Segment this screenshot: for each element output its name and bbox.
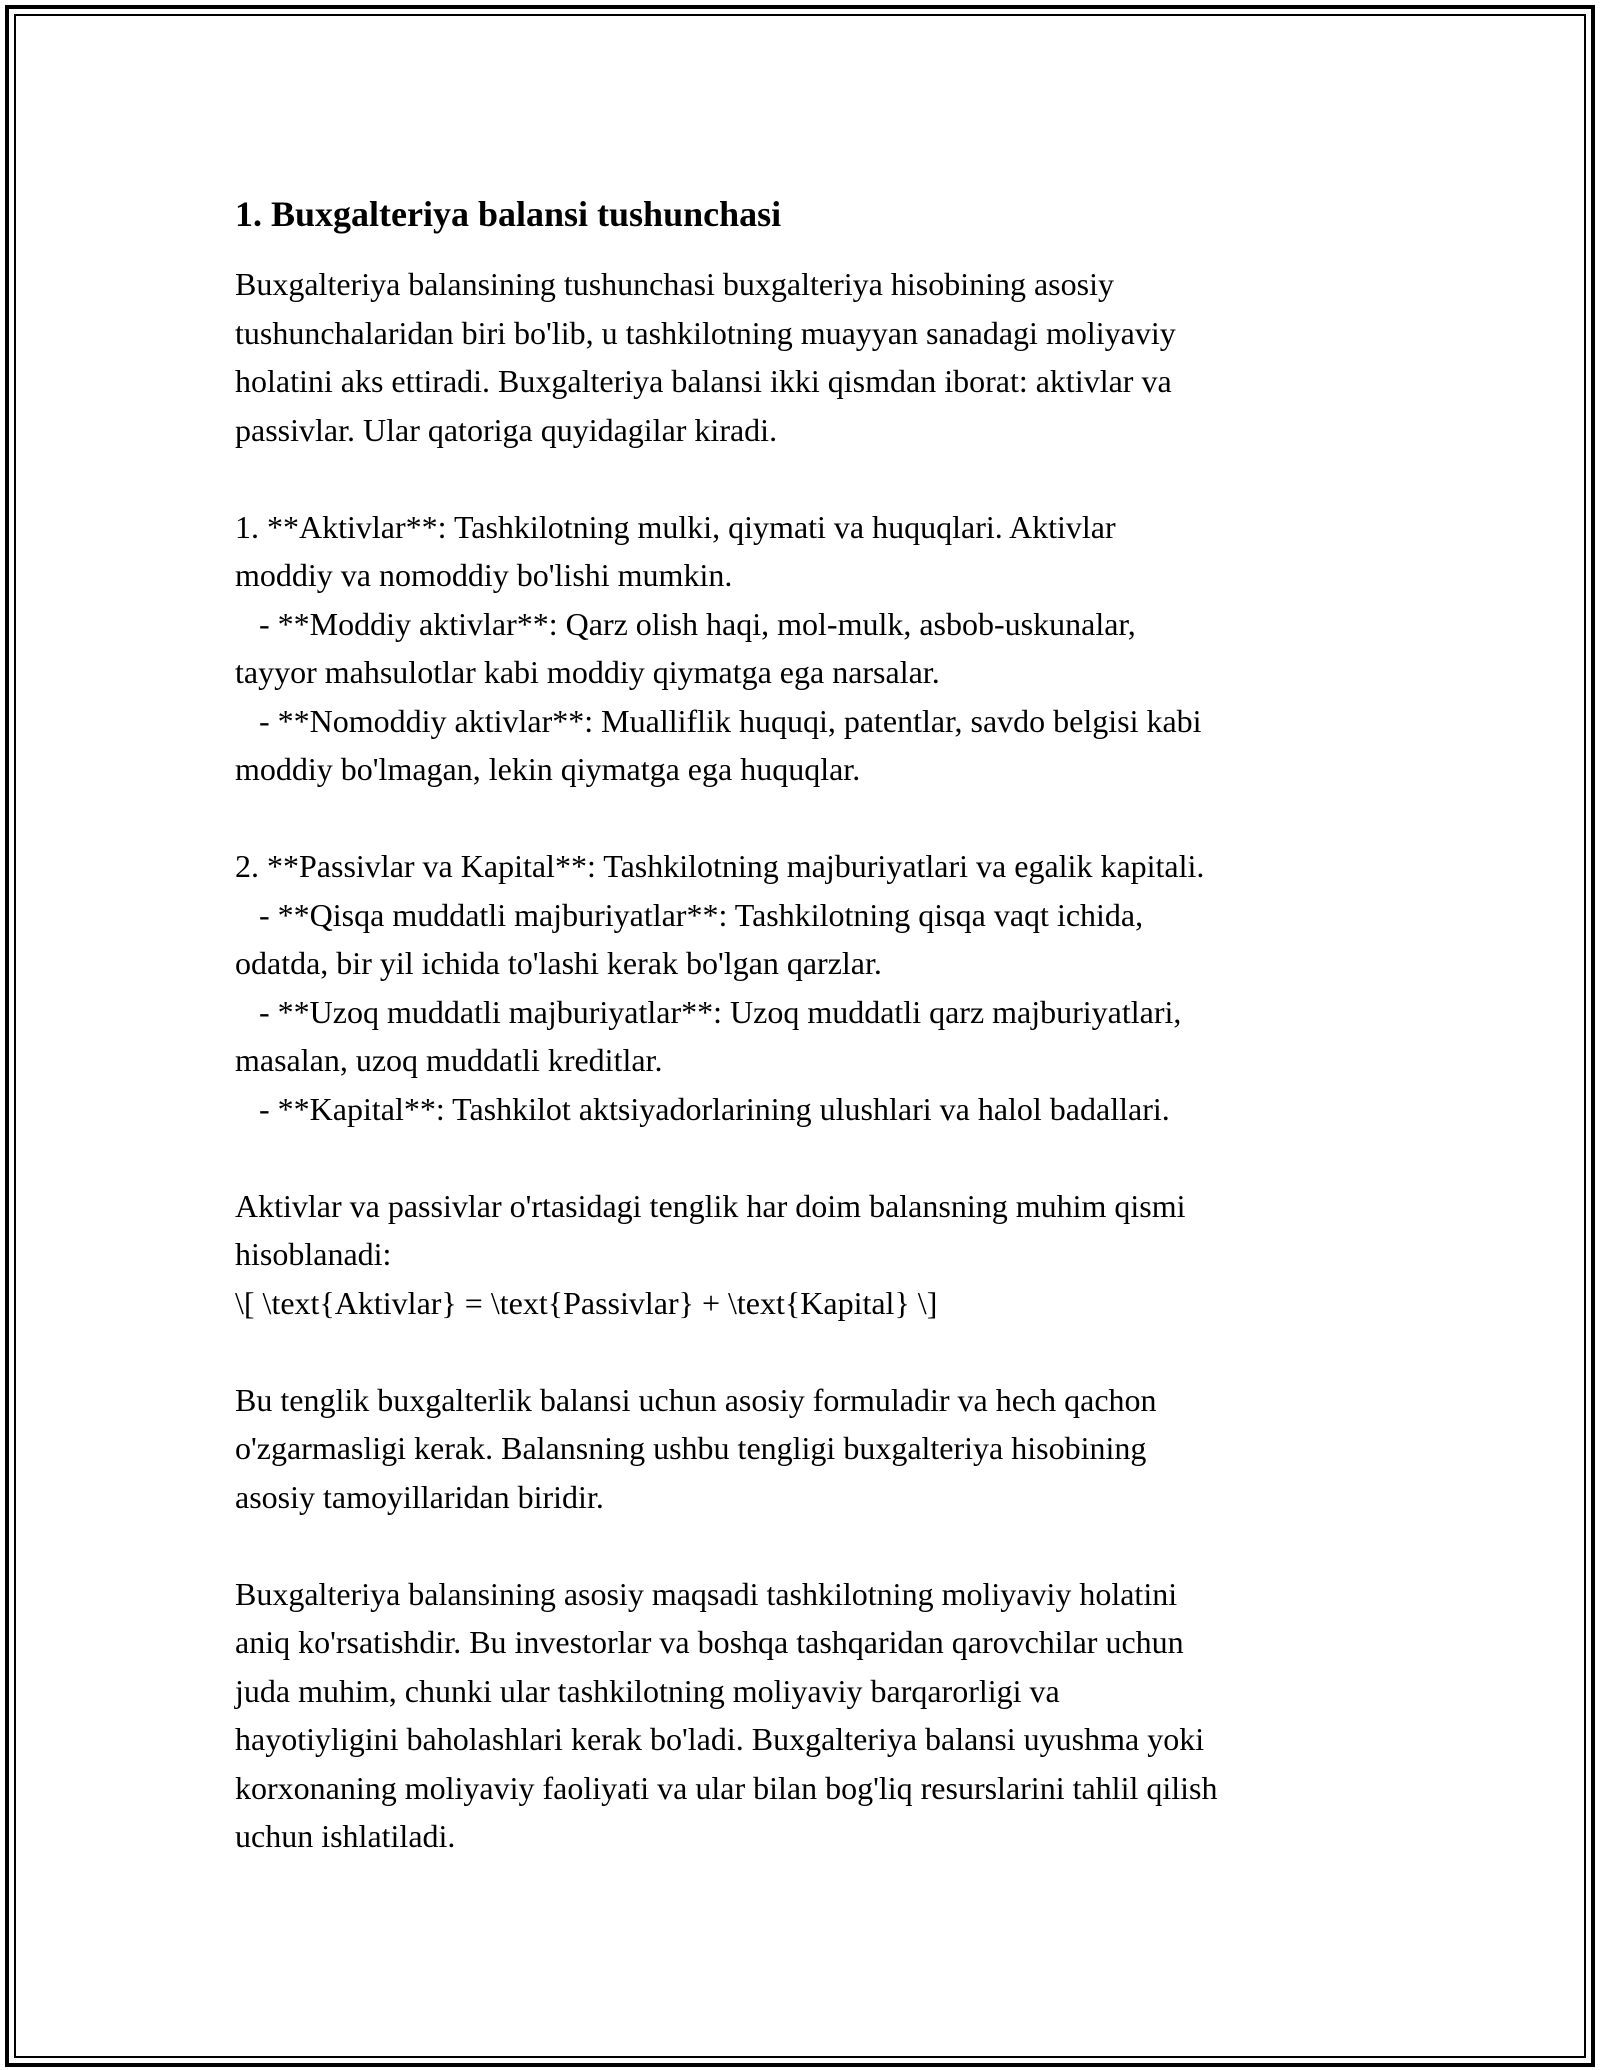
text-line: masalan, uzoq muddatli kreditlar. [235, 1042, 663, 1078]
text-line: moddiy bo'lmagan, lekin qiymatga ega huquqlar. [235, 751, 861, 787]
text-line: - **Moddiy aktivlar**: Qarz olish haqi, mol-mulk, asbob-uskunalar, [235, 605, 1136, 642]
document-title: 1. Buxgalteriya balansi tushunchasi [235, 194, 782, 234]
text-line: tushunchalaridan biri bo'lib, u tashkilotning muayyan sanadagi moliyaviy [235, 314, 1176, 351]
text-line: korxonaning moliyaviy faoliyati va ular bilan bog'liq resurslarini tahlil qilish [235, 1769, 1218, 1806]
text-line: holatini aks ettiradi. Buxgalteriya balansi ikki qismdan iborat: aktivlar va [235, 363, 1172, 399]
text-line: - **Qisqa muddatli majburiyatlar**: Tashkilotning qisqa vaqt ichida, [235, 896, 1144, 933]
text-line: hayotiyligini baholashlari kerak bo'ladi. Buxgalteriya balansi uyushma yoki [235, 1721, 1205, 1757]
blank-line [235, 454, 1375, 503]
text-line: - **Nomoddiy aktivlar**: Mualliflik huquqi, patentlar, savdo belgisi kabi [235, 702, 1202, 739]
blank-line [235, 1327, 1375, 1376]
text-line: - **Uzoq muddatli majburiyatlar**: Uzoq muddatli qarz majburiyatlari, [235, 993, 1182, 1030]
text-line: o'zgarmasligi kerak. Balansning ushbu tengligi buxgalteriya hisobining [235, 1430, 1147, 1466]
text-line: hisoblanadi: [235, 1236, 392, 1272]
text-line: aniq ko'rsatishdir. Bu investorlar va boshqa tashqaridan qarovchilar uchun [235, 1624, 1184, 1660]
document-body [235, 188, 1375, 1861]
text-line: - **Kapital**: Tashkilot aktsiyadorlarining ulushlari va halol badallari. [235, 1090, 1170, 1127]
formula-line: \[ \text{Aktivlar} = \text{Passivlar} + \text{Kapital} \] [235, 1284, 938, 1321]
text-line: asosiy tamoyillaridan biridir. [235, 1478, 604, 1515]
document-text [235, 260, 1375, 1861]
text-line: Aktivlar va passivlar o'rtasidagi tenglik har doim balansning muhim qismi [235, 1187, 1186, 1224]
text-line: tayyor mahsulotlar kabi moddiy qiymatga ega narsalar. [235, 654, 940, 690]
text-line: uchun ishlatiladi. [235, 1818, 456, 1854]
blank-line [235, 794, 1375, 843]
text-line: 2. **Passivlar va Kapital**: Tashkilotning majburiyatlari va egalik kapitali. [235, 848, 1205, 884]
text-line: Buxgalteriya balansining asosiy maqsadi tashkilotning moliyaviy holatini [235, 1575, 1178, 1612]
text-line: juda muhim, chunki ular tashkilotning moliyaviy barqarorligi va [235, 1672, 1060, 1709]
text-line: 1. **Aktivlar**: Tashkilotning mulki, qiymati va huquqlari. Aktivlar [235, 508, 1116, 545]
text-line: Bu tenglik buxgalterlik balansi uchun asosiy formuladir va hech qachon [235, 1381, 1157, 1418]
text-line: passivlar. Ular qatoriga quyidagilar kiradi. [235, 411, 778, 448]
text-line: moddiy va nomoddiy bo'lishi mumkin. [235, 557, 733, 593]
blank-line [235, 1133, 1375, 1182]
blank-line [235, 1521, 1375, 1570]
text-line: odatda, bir yil ichida to'lashi kerak bo'lgan qarzlar. [235, 945, 882, 981]
text-line: Buxgalteriya balansining tushunchasi buxgalteriya hisobining asosiy [235, 266, 1114, 302]
